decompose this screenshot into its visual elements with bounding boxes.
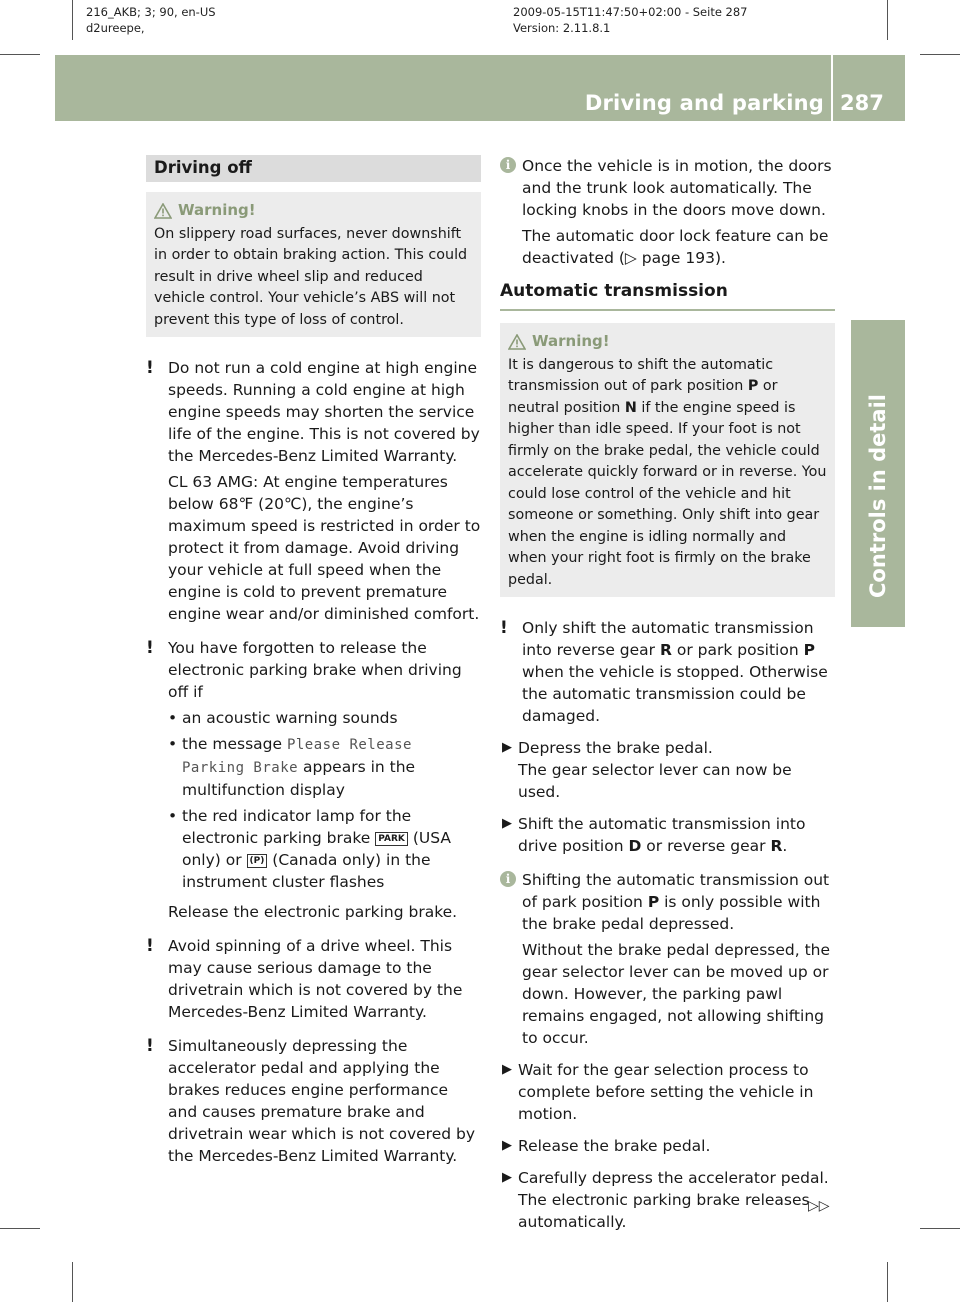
warning-text: On slippery road surfaces, never downshift in order to obtain braking action. This could result in drive wheel slip and reduced vehicle control. Your vehicle’s ABS will not prevent this type of loss of control. <box>154 225 468 328</box>
gear-letter: R <box>659 641 672 659</box>
right-column <box>500 155 835 1233</box>
list-item-text: the message <box>182 735 287 753</box>
warning-triangle-icon <box>508 334 526 350</box>
display-message: Please Release Parking Brake <box>182 737 412 776</box>
list-item <box>168 707 481 729</box>
crop-mark <box>72 0 73 40</box>
header-divider <box>831 55 833 121</box>
note-paragraph: Release the electronic parking brake. <box>168 903 458 921</box>
step-text: Wait for the gear selection process to complete before setting the vehicle in motion. <box>518 1061 814 1123</box>
note-text: Simultaneously depressing the accelerator pedal and applying the brakes reduces engine performance and causes premature brake and drivetrain wear which is not covered by the Mercedes-Benz Limited Warranty. <box>168 1037 476 1165</box>
step-text: Release the brake pedal. <box>518 1137 711 1155</box>
crop-mark <box>0 54 40 55</box>
instruction-step <box>500 737 835 803</box>
continued-icon: ▷▷ <box>808 1198 830 1214</box>
warning-triangle-icon <box>154 203 172 219</box>
page-number: 287 <box>840 91 884 115</box>
bullet-icon: • <box>168 735 178 753</box>
step-text-part: or reverse gear <box>641 837 771 855</box>
gear-letter: P <box>803 641 815 659</box>
page-title: Driving and parking <box>584 91 824 115</box>
section-title-driving-off: Driving off <box>146 155 481 182</box>
caution-note <box>146 357 481 625</box>
note-text <box>522 617 835 727</box>
list-item <box>168 733 481 801</box>
note-text-part: when the vehicle is stopped. Otherwise the automatic transmission could be damaged. <box>522 663 828 725</box>
crop-mark <box>0 1228 40 1229</box>
crop-mark <box>887 1262 888 1302</box>
note-text-part: or park position <box>671 641 804 659</box>
note-text: Do not run a cold engine at high engine speeds. Running a cold engine at high engine speeds may shorten the service life of the engine. This is not covered by the Mercedes-Benz Limited Warranty. <box>168 359 480 465</box>
exclamation-icon: ! <box>146 638 154 658</box>
list-item-text: the red indicator lamp for the electronic parking brake <box>182 807 412 847</box>
gear-letter: P <box>747 378 759 394</box>
step-result: The electronic parking brake releases automatically. <box>518 1191 810 1231</box>
exclamation-icon: ! <box>500 618 508 638</box>
instruction-step <box>500 1167 835 1233</box>
warning-text-part: It is dangerous to shift the automatic transmission out of park position <box>508 356 774 394</box>
note-text: Avoid spinning of a drive wheel. This may cause serious damage to the drivetrain which is not covered by the Mercedes-Benz Limited Warranty. <box>168 937 463 1021</box>
section-title-automatic-transmission: Automatic transmission <box>500 279 835 311</box>
note-text <box>522 869 835 935</box>
step-text: Depress the brake pedal. <box>518 739 713 757</box>
step-result: The gear selector lever can now be used. <box>518 761 792 801</box>
gear-letter: D <box>628 837 642 855</box>
info-icon: i <box>500 157 516 173</box>
exclamation-icon: ! <box>146 936 154 956</box>
crop-mark <box>920 54 960 55</box>
warning-label: Warning! <box>532 332 610 350</box>
step-text-part: . <box>782 837 788 855</box>
left-column <box>146 155 481 1167</box>
gear-letter: R <box>770 837 783 855</box>
bullet-icon: • <box>168 807 178 825</box>
side-tab-marker <box>851 320 905 365</box>
warning-box <box>146 192 481 337</box>
step-arrow-icon: ▶ <box>502 816 512 831</box>
warning-label: Warning! <box>178 201 256 219</box>
caution-note <box>146 935 481 1023</box>
warning-header <box>154 200 475 222</box>
info-note <box>500 155 835 269</box>
info-icon: i <box>500 871 516 887</box>
list-item-text: (Canada only) in the instrument cluster flashes <box>182 851 431 891</box>
park-brake-usa-icon: PARK <box>375 832 408 846</box>
list-item-text: an acoustic warning sounds <box>182 709 398 727</box>
note-paragraph: CL 63 AMG: At engine temperatures below 68℉ (20℃), the engine’s maximum speed is restricted in order to protect it from damage. Avoid driving your vehicle at full speed when the engine is cold to prevent premature engine wear and/or diminished comfort. <box>168 473 481 623</box>
step-arrow-icon: ▶ <box>502 1062 512 1077</box>
gear-letter: N <box>624 399 637 416</box>
side-tab-label: Controls in detail <box>866 394 890 598</box>
note-paragraph: Without the brake pedal depressed, the gear selector lever can be moved up or down. However, the parking pawl remains engaged, not allowing shifting to occur. <box>522 941 831 1047</box>
gear-letter: P <box>647 893 660 911</box>
park-brake-canada-icon: (P) <box>247 854 268 868</box>
note-paragraph: The automatic door lock feature can be deactivated (▷ page 193). <box>522 227 829 267</box>
exclamation-icon: ! <box>146 1036 154 1056</box>
info-note <box>500 869 835 1049</box>
step-text: Carefully depress the accelerator pedal. <box>518 1169 829 1187</box>
step-arrow-icon: ▶ <box>502 1170 512 1185</box>
warning-text <box>508 355 829 592</box>
list-item-text: (USA only) or <box>182 829 451 869</box>
warning-text-part: or neutral position <box>508 378 778 416</box>
list-item <box>168 805 481 893</box>
note-text-part: Only shift the automatic transmission into reverse gear <box>522 619 814 659</box>
print-meta-right: 2009-05-15T11:47:50+02:00 - Seite 287 Version: 2.11.8.1 <box>513 5 748 35</box>
note-text: You have forgotten to release the electronic parking brake when driving off if <box>168 639 462 701</box>
warning-text-part: if the engine speed is higher than idle speed. If your foot is not firmly on the brake pedal, the vehicle could accelerate quickly forward or in reverse. You could lose control of the vehicle and hit someone or something. Only shift into gear when the engine is idling normally and when your right foot is firmly on the brake pedal. <box>508 399 827 588</box>
instruction-step <box>500 813 835 857</box>
warning-header <box>508 331 829 353</box>
crop-mark <box>920 1228 960 1229</box>
step-text <box>518 813 835 857</box>
caution-note <box>146 637 481 923</box>
list-item-text: appears in the multifunction display <box>182 758 416 799</box>
crop-mark <box>887 0 888 40</box>
caution-note <box>146 1035 481 1167</box>
step-text-part: Shift the automatic transmission into drive position <box>518 815 806 855</box>
note-text-part: is only possible with the brake pedal depressed. <box>522 893 821 933</box>
step-arrow-icon: ▶ <box>502 1138 512 1153</box>
warning-box <box>500 323 835 597</box>
print-meta-left: 216_AKB; 3; 90, en-US d2ureepe, <box>86 5 216 35</box>
note-text-part: Shifting the automatic transmission out of park position <box>522 871 830 911</box>
bullet-icon: • <box>168 709 178 727</box>
step-arrow-icon: ▶ <box>502 740 512 755</box>
exclamation-icon: ! <box>146 358 154 378</box>
crop-mark <box>72 1262 73 1302</box>
caution-note <box>500 617 835 727</box>
instruction-step <box>500 1135 835 1157</box>
instruction-step <box>500 1059 835 1125</box>
note-text: Once the vehicle is in motion, the doors and the trunk look automatically. The locking knobs in the doors move down. <box>522 157 832 219</box>
